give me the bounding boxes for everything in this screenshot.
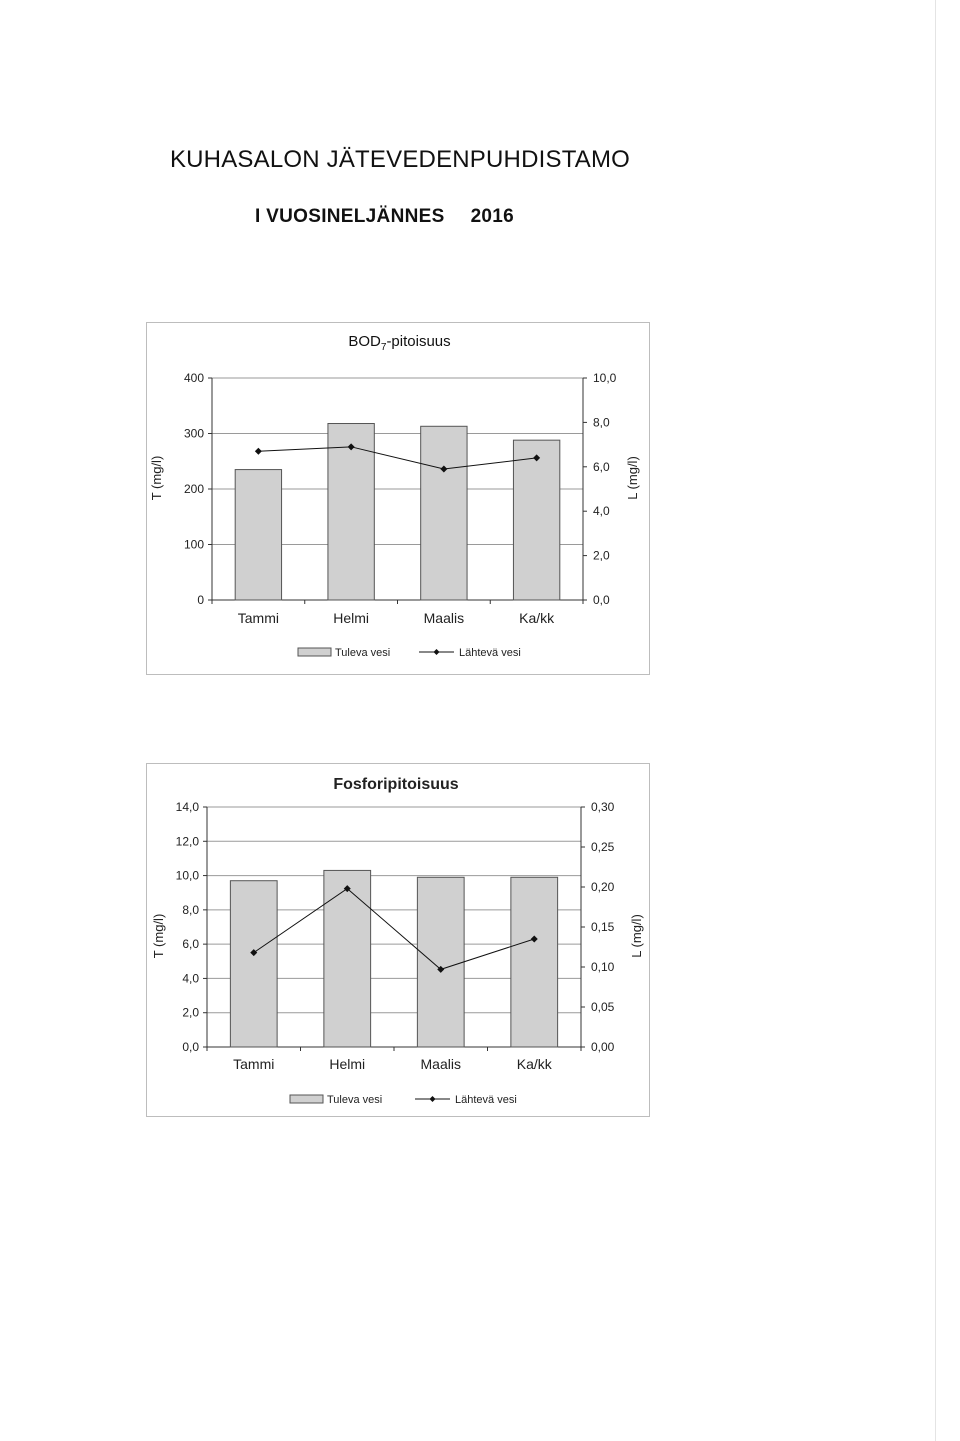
lahteva-vesi-line <box>254 889 535 970</box>
bar-4 <box>511 877 558 1047</box>
lahteva-vesi-point-1 <box>255 448 262 455</box>
page-title: KUHASALON JÄTEVEDENPUHDISTAMO <box>169 146 631 173</box>
x-category-label: Helmi <box>333 610 370 626</box>
x-category-label: Tammi <box>233 1056 275 1072</box>
bod-chart-svg <box>147 323 649 674</box>
y-tick-label: 8,0 <box>182 902 199 917</box>
page-subtitle <box>255 206 514 228</box>
phosphorus-chart-svg <box>147 764 649 1116</box>
y-tick-label: 12,0 <box>175 834 199 849</box>
legend-label-tuleva-vesi: Tuleva vesi <box>327 1094 383 1106</box>
phosphorus-chart <box>146 763 650 1117</box>
y-right-tick-label: 6,0 <box>593 459 610 474</box>
y-axis-title: T (mg/l) <box>149 455 164 501</box>
chart-title-main: BOD <box>348 333 381 350</box>
y-right-tick-label: 0,15 <box>591 920 615 934</box>
y-right-tick-label: 0,30 <box>591 800 615 814</box>
x-category-label: Ka/kk <box>516 1056 552 1072</box>
x-category-label: Maalis <box>423 610 465 626</box>
y-tick-label: 400 <box>183 371 204 385</box>
bar-1 <box>230 881 277 1047</box>
x-category-label: Ka/kk <box>519 610 555 626</box>
legend-label-lahteva-vesi: Lähtevä vesi <box>455 1094 517 1106</box>
y-tick-label: 4,0 <box>182 971 199 986</box>
y-tick-label: 200 <box>183 482 204 496</box>
legend-label-lahteva-vesi: Lähtevä vesi <box>459 647 521 659</box>
legend-marker-lahteva-vesi <box>430 1096 436 1102</box>
chart-title: Fosforipitoisuus <box>333 776 459 793</box>
y-tick-label: 0 <box>197 593 204 607</box>
scan-edge-divider <box>935 0 936 1441</box>
y-axis-title-right: L (mg/l) <box>625 456 640 500</box>
lahteva-vesi-line <box>258 447 536 469</box>
x-category-label: Maalis <box>420 1056 461 1072</box>
y-right-tick-label: 2,0 <box>593 548 610 563</box>
y-axis-title: T (mg/l) <box>151 913 166 959</box>
y-tick-label: 100 <box>183 537 204 552</box>
y-right-tick-label: 0,25 <box>591 840 615 854</box>
bar-3 <box>417 877 464 1047</box>
quarter-label: I VUOSINELJÄNNES <box>255 206 445 227</box>
legend-label-tuleva-vesi: Tuleva vesi <box>335 647 391 659</box>
bar-4 <box>513 440 559 600</box>
chart-title-suffix: -pitoisuus <box>386 333 451 350</box>
y-right-tick-label: 8,0 <box>593 415 610 430</box>
y-right-tick-label: 0,00 <box>591 1040 615 1054</box>
y-tick-label: 14,0 <box>175 800 199 814</box>
x-category-label: Tammi <box>237 610 279 626</box>
y-axis-title-right: L (mg/l) <box>629 914 644 958</box>
legend-swatch-tuleva-vesi <box>290 1095 323 1103</box>
bar-3 <box>421 426 467 600</box>
chart-title <box>348 333 450 353</box>
bar-2 <box>324 870 371 1047</box>
chart-title-subscript: 7 <box>380 342 387 353</box>
bar-1 <box>235 470 281 600</box>
y-right-tick-label: 0,0 <box>593 593 610 607</box>
y-tick-label: 10,0 <box>175 868 199 883</box>
x-category-label: Helmi <box>329 1056 366 1072</box>
y-right-tick-label: 0,05 <box>591 1000 615 1014</box>
bod-chart <box>146 322 650 675</box>
y-right-tick-label: 4,0 <box>593 504 610 519</box>
y-right-tick-label: 0,20 <box>591 880 615 894</box>
legend-marker-lahteva-vesi <box>434 649 440 655</box>
y-right-tick-label: 0,10 <box>591 960 615 974</box>
y-tick-label: 300 <box>183 426 204 441</box>
y-tick-label: 0,0 <box>182 1040 199 1054</box>
y-tick-label: 2,0 <box>182 1005 199 1020</box>
legend-swatch-tuleva-vesi <box>298 648 331 656</box>
y-tick-label: 6,0 <box>182 937 199 952</box>
year-label: 2016 <box>470 206 515 227</box>
y-right-tick-label: 10,0 <box>593 371 617 385</box>
